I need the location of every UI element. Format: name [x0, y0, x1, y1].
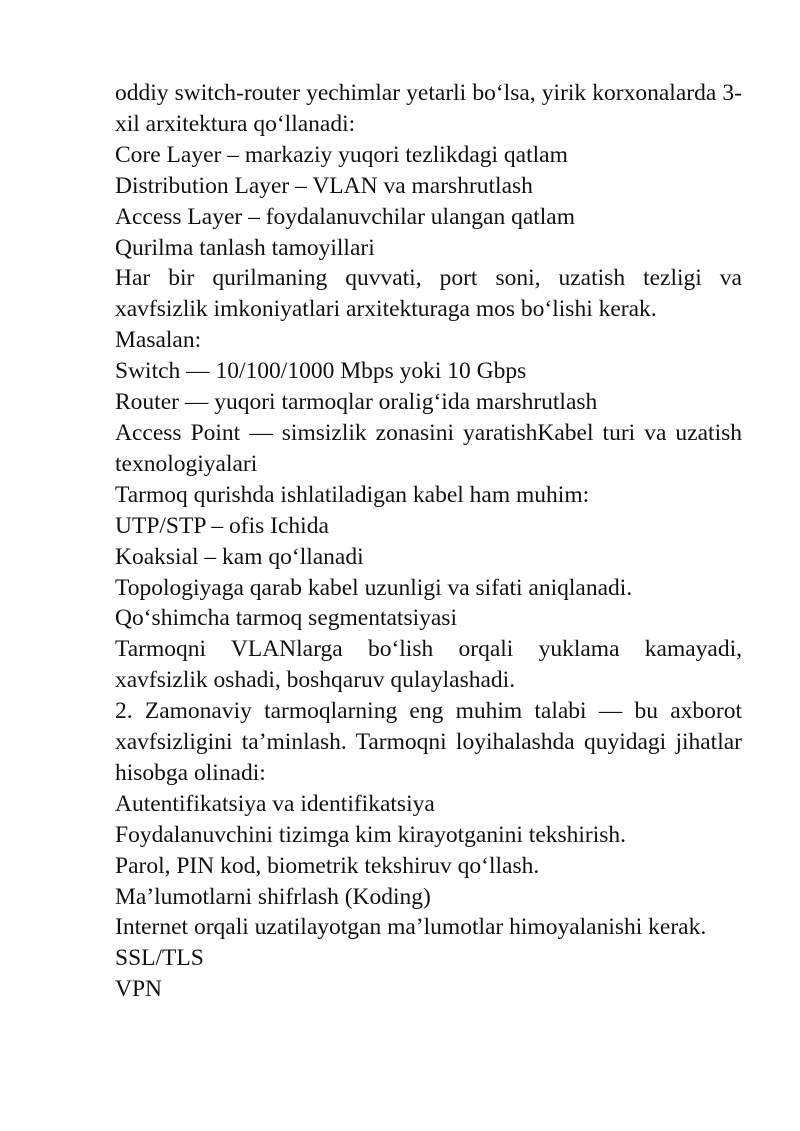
list-item-access-point: Access Point — simsizlik zonasini yaratishKabel turi va uzatish texnologiyalari: [115, 419, 742, 477]
document-page: [115, 78, 742, 1005]
list-item-router: Router — yuqori tarmoqlar oralig‘ida marshrutlash: [115, 389, 598, 416]
list-item-distribution-layer: Distribution Layer – VLAN va marshrutlash: [115, 172, 533, 199]
paragraph-security-requirement: 2. Zamonaviy tarmoqlarning eng muhim talabi — bu axborot xavfsizligini ta’minlash. Tarmoqni loyihalashda quyidagi jihatlar hisobga olinadi:: [115, 698, 742, 786]
list-item-core-layer: Core Layer – markaziy yuqori tezlikdagi qatlam: [115, 141, 568, 168]
list-item-access-layer: Access Layer – foydalanuvchilar ulangan qatlam: [115, 203, 576, 230]
paragraph-example-label: Masalan:: [115, 327, 202, 354]
section-heading-segmentation: Qo‘shimcha tarmoq segmentatsiyasi: [115, 605, 457, 632]
paragraph-vlan-segmentation: Tarmoqni VLANlarga bo‘lish orqali yuklama kamayadi, xavfsizlik oshadi, boshqaruv qulaylashadi.: [115, 636, 742, 694]
section-heading-authentication: Autentifikatsiya va identifikatsiya: [115, 790, 435, 817]
list-item-vpn: VPN: [115, 976, 163, 1003]
section-heading-device-selection: Qurilma tanlash tamoyillari: [115, 234, 375, 261]
paragraph-device-requirements: Har bir qurilmaning quvvati, port soni, uzatish tezligi va xavfsizlik imkoniyatlari arxitekturaga mos bo‘lishi kerak.: [115, 265, 742, 323]
list-item-switch: Switch — 10/100/1000 Mbps yoki 10 Gbps: [115, 358, 527, 385]
paragraph-internet-protection: Internet orqali uzatilayotgan ma’lumotlar himoyalanishi kerak.: [115, 914, 707, 941]
paragraph-topology-cable: Topologiyaga qarab kabel uzunligi va sifati aniqlanadi.: [115, 574, 633, 601]
paragraph-user-verification: Foydalanuvchini tizimga kim kirayotganini tekshirish.: [115, 821, 627, 848]
paragraph-auth-methods: Parol, PIN kod, biometrik tekshiruv qo‘llash.: [115, 852, 540, 879]
list-item-ssl-tls: SSL/TLS: [115, 945, 204, 972]
list-item-utp-stp: UTP/STP – ofis Ichida: [115, 512, 329, 539]
paragraph-cable-importance: Tarmoq qurishda ishlatiladigan kabel ham muhim:: [115, 481, 590, 508]
list-item-coaxial: Koaksial – kam qo‘llanadi: [115, 543, 364, 570]
section-heading-encryption: Ma’lumotlarni shifrlash (Koding): [115, 883, 431, 910]
paragraph-intro: oddiy switch-router yechimlar yetarli bo‘lsa, yirik korxonalarda 3-xil arxitektura qo‘llanadi:: [115, 80, 742, 137]
